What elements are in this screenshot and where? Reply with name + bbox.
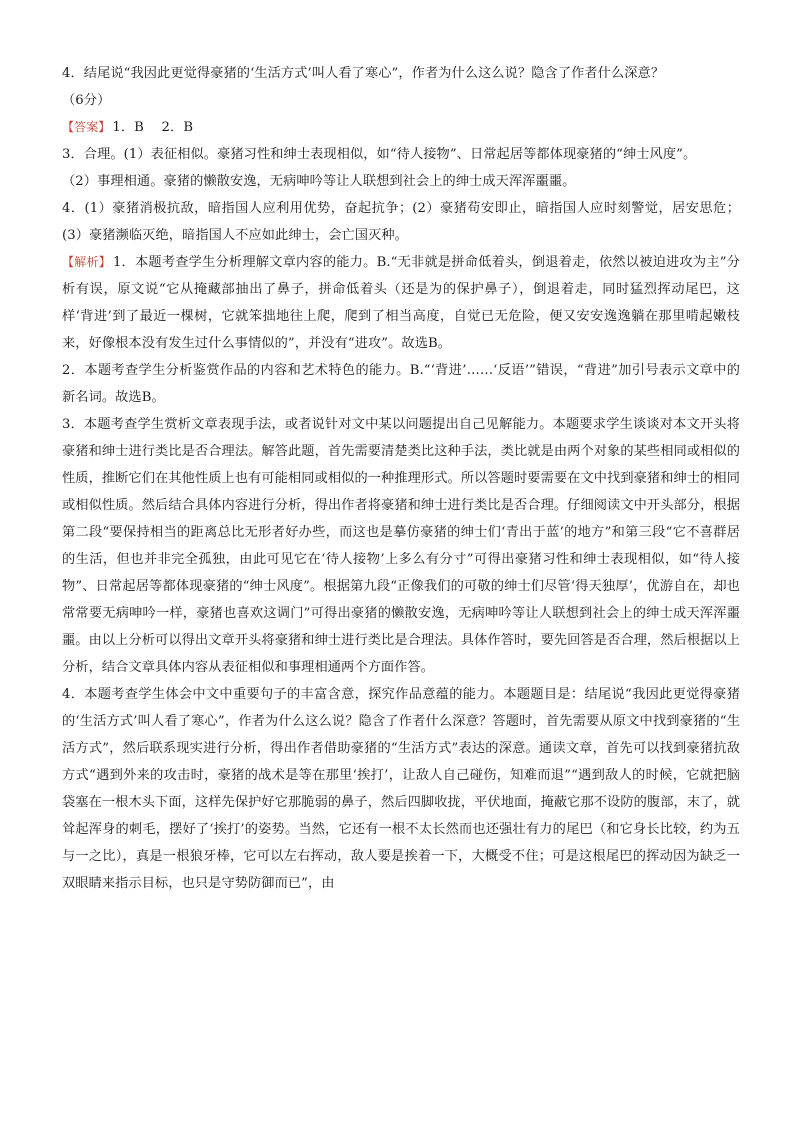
analysis-tag: 【解析】 xyxy=(62,255,111,269)
answer-3-line-1: 3．合理。(1）表征相似。豪猪习性和绅士表现相似，如“待人接物”、日常起居等都体现豪猪的“绅士风度”。 xyxy=(62,147,697,162)
analysis-1-text: 1．本题考查学生分析理解文章内容的能力。B.“无非就是拼命低着头，倒退着走，依然以被迫进攻为主”分析有误，原文说“它从掩藏部抽出了鼻子，拼命低着头（还是为的保护鼻子），倒退着走，同时猛烈挥动尾巴，这样‘背进’到了最近一棵树，它就笨拙地往上爬，爬到了相当高度，自觉已无危险，便又安安逸逸躺在那里啃起嫩枝来，好像根本没有发生过什么事情似的”，并没有“进攻”。故选B。 xyxy=(62,255,740,351)
analysis-3: 3．本题考查学生赏析文章表现手法，或者说针对文中某以问题提出自己见解能力。本题要求学生谈谈对本文开头将豪猪和绅士进行类比是否合理法。解答此题，首先需要清楚类比这种手法，类比就是由两个对象的某些相同或相似的性质，推断它们在其他性质上也有可能相同或相似的一种推理形式。所以答题时要需要在文中找到豪猪和绅士的相同或相似性质。然后结合具体内容进行分析，得出作者将豪猪和绅士进行类比是否合理。仔细阅读文中开头部分，根据第二段“要保持相当的距离总比无形者好办些，而这也是摹仿豪猪的绅士们‘青出于蓝’的地方”和第三段“它不喜群居的生活，但也并非完全孤独，由此可见它在‘待人接物’上多么有分寸”可得出豪猪习性和绅士表现相似，如“待人接物”、日常起居等都体现豪猪的“绅士风度”。根据第九段“正像我们的可敬的绅士们尽管‘得天独厚’，优游自在，却也常常要无病呻吟一样，豪猪也喜欢这调门”可得出豪猪的懒散安逸，无病呻吟等让人联想到社会上的绅士成天浑浑噩噩。由以上分析可以得出文章开头将豪猪和绅士进行类比是合理法。具体作答时，要先回答是否合理，然后根据以上分析，结合文章具体内容从表征相似和事理相通两个方面作答。 xyxy=(62,417,740,675)
answer-3-line-2: （2）事理相通。豪猪的懒散安逸，无病呻吟等让人联想到社会上的绅士成天浑浑噩噩。 xyxy=(62,174,576,189)
question-4 xyxy=(62,60,740,114)
question-4-score: （6分） xyxy=(62,93,111,108)
answer-tag: 【答案】 xyxy=(62,120,111,134)
document-page xyxy=(62,60,740,897)
analysis-1 xyxy=(62,249,740,357)
analysis-2: 2．本题考查学生分析鉴赏作品的内容和艺术特色的能力。B.“‘背进’……‘反语’”错误，“背进”加引号表示文章中的新名词。故选B。 xyxy=(62,363,740,405)
answer-1-2: 1．B 2．B xyxy=(112,120,194,135)
answer-3 xyxy=(62,141,740,195)
question-4-text: 4．结尾说“我因此更觉得豪猪的‘生活方式’叫人看了寒心”，作者为什么这么说？隐含了作者什么深意？ xyxy=(62,66,665,81)
answer-4: 4．(1）豪猪消极抗敌，暗指国人应利用优势，奋起抗争；(2）豪猪苟安即止，暗指国人应时刻警觉，居安思危；(3）豪猪濒临灭绝，暗指国人不应如此绅士，会亡国灭种。 xyxy=(62,201,740,243)
analysis-4: 4．本题考查学生体会中文中重要句子的丰富含意，探究作品意蕴的能力。本题题目是：结尾说“我因此更觉得豪猪的‘生活方式’叫人看了寒心”，作者为什么这么说？隐含了作者什么深意？答题时，首先需要从原文中找到豪猪的“生活方式”，然后联系现实进行分析，得出作者借助豪猪的“生活方式”表达的深意。通读文章，首先可以找到豪猪抗敌方式“遇到外来的攻击时，豪猪的战术是等在那里‘挨打’，让敌人自己碰伤，知难而退”“遇到敌人的时候，它就把脑袋塞在一根木头下面，这样先保护好它那脆弱的鼻子，然后四脚收拢，平伏地面，掩蔽它那不设防的腹部，末了，就耸起浑身的刺毛，摆好了‘挨打’的姿势。当然，它还有一根不太长然而也还强壮有力的尾巴（和它身长比较，约为五与一之比），真是一根狼牙棒，它可以左右挥动，敌人要是挨着一下，大概受不住；可是这根尾巴的挥动因为缺乏一双眼睛来指示目标，也只是守势防御而已”，由 xyxy=(62,687,740,891)
answer-line-1 xyxy=(62,114,740,141)
